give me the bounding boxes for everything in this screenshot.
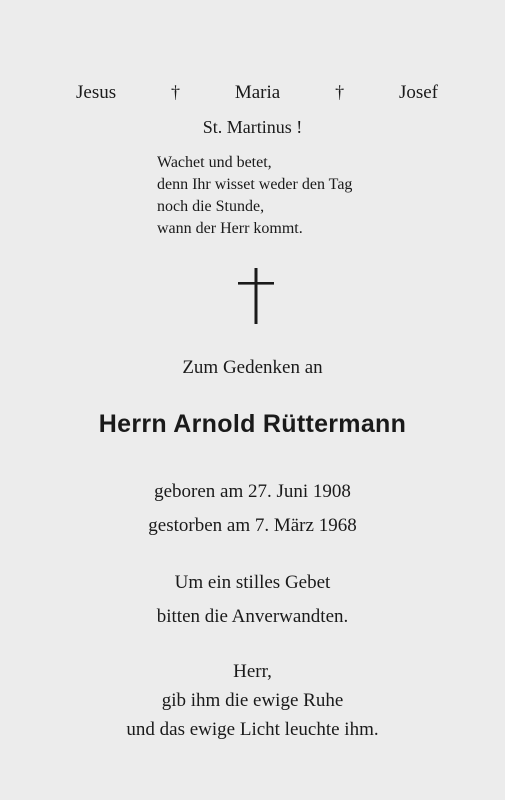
holy-family-header <box>76 82 438 104</box>
small-cross-icon: † <box>335 82 345 102</box>
death-date: gestorben am 7. März 1968 <box>148 515 357 536</box>
header-name-jesus: Jesus <box>76 82 117 103</box>
verse-line: noch die Stunde, <box>157 198 265 215</box>
birth-date: geboren am 27. Juni 1908 <box>154 481 351 502</box>
closing-prayer-line: Herr, <box>233 661 272 682</box>
scripture-verse <box>157 152 352 240</box>
closing-prayer-line: gib ihm die ewige Ruhe <box>161 690 344 711</box>
deceased-name: Herrn Arnold Rüttermann <box>98 410 407 438</box>
header-name-josef: Josef <box>398 82 438 103</box>
header-name-maria: Maria <box>234 82 281 103</box>
prayer-request-line: Um ein stilles Gebet <box>174 572 331 593</box>
verse-line: Wachet und betet, <box>157 154 272 171</box>
cross-icon <box>238 268 274 324</box>
small-cross-icon: † <box>170 82 180 102</box>
verse-line: denn Ihr wisset weder den Tag <box>157 176 353 193</box>
closing-prayer-line: und das ewige Licht leuchte ihm. <box>126 719 379 740</box>
remembrance-line: Zum Gedenken an <box>182 357 323 378</box>
verse-line: wann der Herr kommt. <box>157 220 303 237</box>
saint-line: St. Martinus ! <box>202 117 303 137</box>
prayer-request-line: bitten die Anverwandten. <box>156 606 349 627</box>
